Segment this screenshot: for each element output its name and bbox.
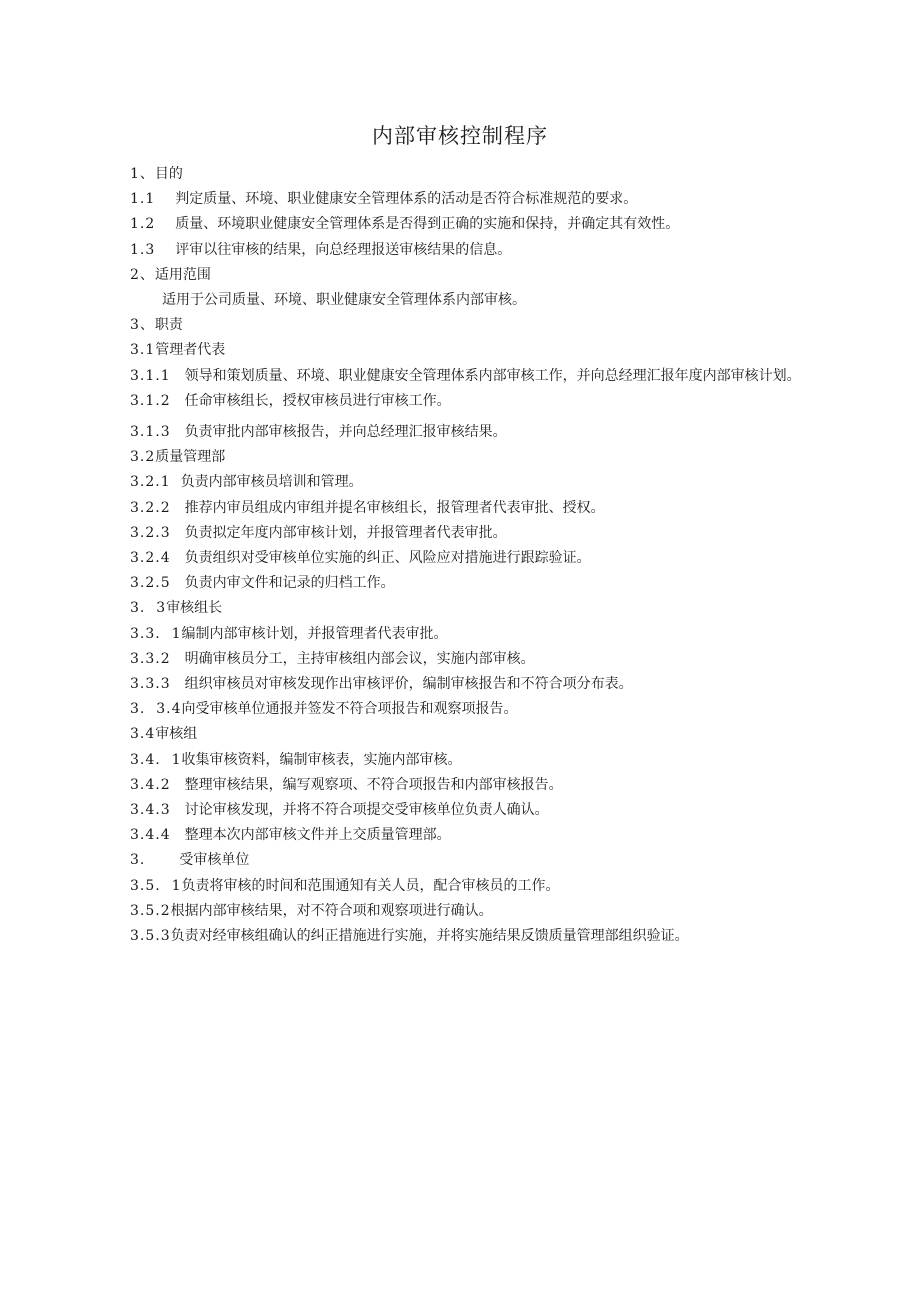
clause-text: 评审以往审核的结果，向总经理报送审核结果的信息。 — [175, 241, 512, 258]
clause-line — [130, 187, 810, 212]
section-text: 职责 — [154, 317, 183, 334]
clause-line — [130, 773, 810, 798]
subsection-heading — [130, 848, 810, 873]
clause-line — [130, 238, 810, 263]
clause-text: 负责将审核的时间和范围通知有关人员，配合审核员的工作。 — [181, 877, 560, 894]
clause-text: 根据内部审核结果，对不符合项和观察项进行确认。 — [170, 902, 493, 919]
clause-number: 3.5.2 — [130, 902, 171, 919]
clause-number: 3. 3.4 — [130, 701, 182, 718]
section-heading — [130, 263, 810, 288]
clause-text: 推荐内审员组成内审组并提名审核组长，报管理者代表审批、授权。 — [184, 499, 605, 516]
clause-line — [130, 496, 810, 521]
section-number: 2、 — [130, 266, 155, 283]
clause-number: 3.2.5 — [130, 575, 171, 592]
clause-line — [130, 288, 810, 313]
section-number: 3、 — [130, 317, 155, 334]
clause-text: 整理审核结果，编写观察项、不符合项报告和内部审核报告。 — [184, 776, 563, 793]
section-text: 目的 — [154, 166, 183, 182]
clause-number: 3.2.1 — [130, 474, 171, 491]
clause-number: 3.4.4 — [130, 827, 171, 844]
subsection-heading — [130, 445, 810, 470]
section-heading — [130, 313, 810, 338]
clause-line — [130, 521, 810, 546]
subsection-number: 3.4 — [130, 726, 156, 743]
subsection-number: 3.2 — [130, 449, 156, 466]
subsection-number: 3.1 — [130, 342, 156, 359]
clause-text: 负责内审文件和记录的归档工作。 — [184, 575, 395, 592]
clause-line — [130, 389, 810, 414]
clause-line — [130, 647, 810, 672]
clause-line — [130, 924, 810, 949]
document-body — [130, 162, 810, 949]
subsection-text: 审核组长 — [166, 600, 223, 617]
clause-number: 3.5. 1 — [130, 877, 182, 894]
clause-text: 整理本次内部审核文件并上交质量管理部。 — [184, 827, 451, 844]
clause-line — [130, 823, 810, 848]
subsection-heading — [130, 722, 810, 747]
clause-text: 明确审核员分工，主持审核组内部会议，实施内部审核。 — [184, 650, 535, 667]
clause-text: 适用于公司质量、环境、职业健康安全管理体系内部审核。 — [162, 292, 526, 309]
subsection-text: 受审核单位 — [179, 852, 250, 869]
clause-number: 3.4.3 — [130, 802, 171, 819]
clause-text: 负责内部审核员培训和管理。 — [180, 474, 363, 491]
clause-text: 向受审核单位通报并签发不符合项报告和观察项报告。 — [181, 701, 518, 718]
clause-number: 3.3.2 — [130, 650, 171, 667]
clause-number: 3.1.3 — [130, 424, 171, 441]
clause-number: 3.1.1 — [130, 367, 171, 384]
section-heading — [130, 162, 810, 187]
clause-text: 负责组织对受审核单位实施的纠正、风险应对措施进行跟踪验证。 — [184, 550, 591, 567]
subsection-number: 3. — [130, 852, 146, 869]
clause-line — [130, 748, 810, 773]
clause-text: 负责审批内部审核报告，并向总经理汇报审核结果。 — [184, 424, 507, 441]
clause-number: 1.2 — [130, 216, 156, 233]
clause-text: 质量、环境职业健康安全管理体系是否得到正确的实施和保持，并确定其有效性。 — [175, 216, 680, 233]
clause-number: 3.3. 1 — [130, 625, 182, 642]
clause-line — [130, 672, 810, 697]
clause-text: 判定质量、环境、职业健康安全管理体系的活动是否符合标准规范的要求。 — [175, 191, 638, 208]
clause-line — [130, 364, 810, 389]
clause-number: 3.3.3 — [130, 676, 171, 693]
section-text: 适用范围 — [154, 266, 211, 283]
clause-number: 1.3 — [130, 241, 156, 258]
clause-line — [130, 899, 810, 924]
section-number: 1、 — [130, 166, 155, 182]
subsection-heading — [130, 596, 810, 621]
clause-line — [130, 212, 810, 237]
clause-number: 3.2.3 — [130, 524, 171, 541]
clause-text: 负责拟定年度内部审核计划，并报管理者代表审批。 — [184, 524, 507, 541]
clause-number: 3.4.2 — [130, 776, 171, 793]
clause-text: 负责对经审核组确认的纠正措施进行实施，并将实施结果反馈质量管理部组织验证。 — [170, 928, 689, 945]
document-title: 内部审核控制程序 — [372, 124, 548, 148]
clause-line — [130, 798, 810, 823]
clause-line — [130, 470, 810, 495]
subsection-text: 管理者代表 — [155, 342, 226, 359]
subsection-text: 质量管理部 — [155, 449, 226, 466]
clause-line — [130, 420, 810, 445]
subsection-text: 审核组 — [155, 726, 198, 743]
subsection-heading — [130, 338, 810, 363]
clause-text: 任命审核组长，授权审核员进行审核工作。 — [184, 392, 451, 409]
clause-line — [130, 697, 810, 722]
clause-number: 3.4. 1 — [130, 751, 182, 768]
clause-text: 领导和策划质量、环境、职业健康安全管理体系内部审核工作，并向总经理汇报年度内部审核计划。 — [184, 367, 801, 384]
clause-line — [130, 546, 810, 571]
clause-number: 1.1 — [130, 191, 156, 208]
clause-text: 组织审核员对审核发现作出审核评价，编制审核报告和不符合项分布表。 — [184, 676, 633, 693]
clause-text: 收集审核资料，编制审核表，实施内部审核。 — [181, 751, 462, 768]
clause-number: 3.5.3 — [130, 928, 171, 945]
clause-line — [130, 622, 810, 647]
clause-text: 编制内部审核计划，并报管理者代表审批。 — [181, 625, 448, 642]
clause-number: 3.1.2 — [130, 392, 171, 409]
clause-line — [130, 874, 810, 899]
clause-number: 3.2.4 — [130, 550, 171, 567]
clause-text: 讨论审核发现，并将不符合项提交受审核单位负责人确认。 — [184, 802, 549, 819]
subsection-number: 3. 3 — [130, 600, 167, 617]
clause-line — [130, 571, 810, 596]
clause-number: 3.2.2 — [130, 499, 171, 516]
